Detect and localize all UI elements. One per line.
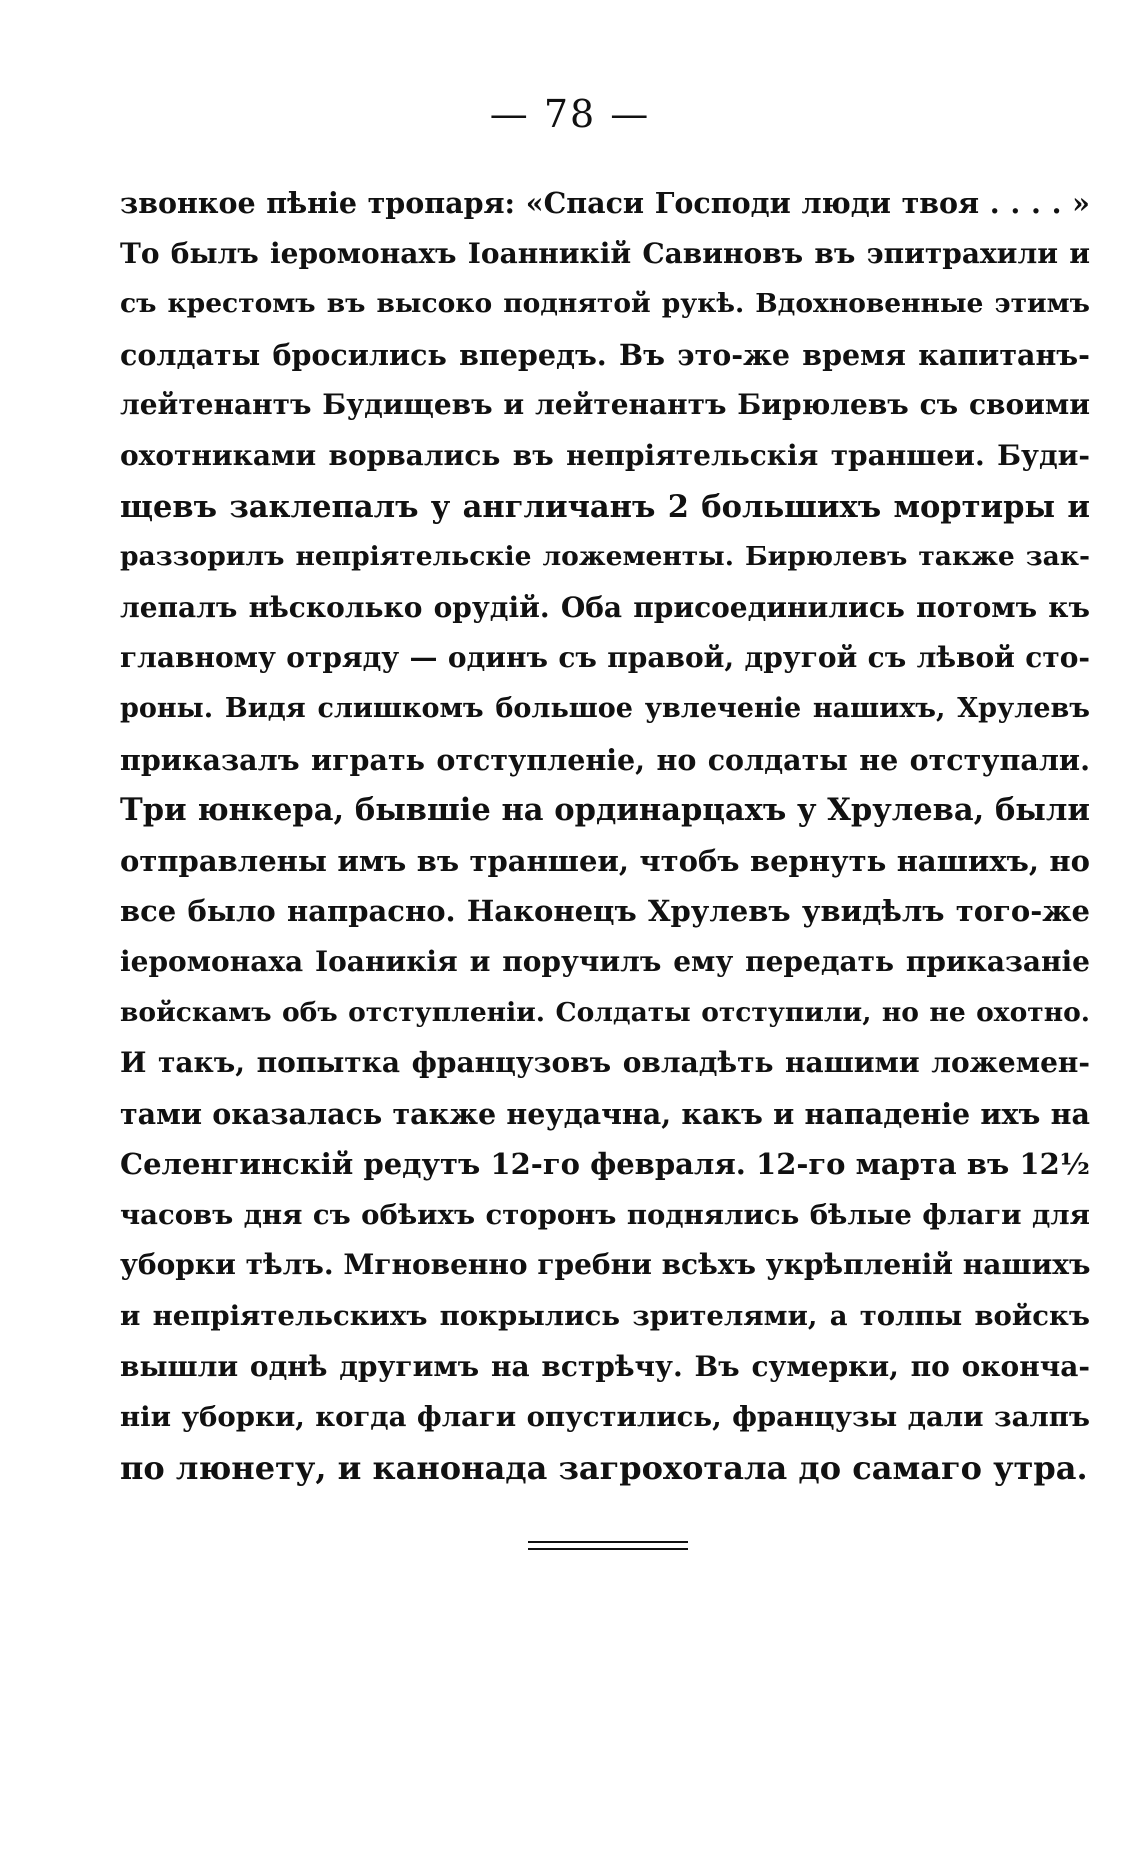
text-line: роны. Видя слишкомъ большое увлеченіе нашихъ, Хрулевъ — [120, 692, 1090, 724]
text-line: Селенгинскій редутъ 12-го февраля. 12-го марта въ 12½ — [120, 1147, 1090, 1182]
text-line: съ крестомъ въ высоко поднятой рукѣ. Вдохновенные этимъ — [120, 288, 1090, 320]
text-line: тами оказалась также неудачна, какъ и нападеніе ихъ на — [120, 1096, 1090, 1131]
text-line: охотниками ворвались въ непріятельскія траншеи. Буди- — [120, 438, 1090, 472]
text-line: щевъ заклепалъ у англичанъ 2 большихъ мортиры и — [120, 488, 1090, 525]
text-line: уборки тѣлъ. Мгновенно гребни всѣхъ укрѣпленій нашихъ — [120, 1248, 1090, 1282]
text-line: отправлены имъ въ траншеи, чтобъ вернуть нашихъ, но — [120, 843, 1090, 878]
text-line: лейтенантъ Будищевъ и лейтенантъ Бирюлевъ съ своими — [120, 388, 1090, 422]
text-line: войскамъ объ отступленіи. Солдаты отступили, но не охотно. — [120, 996, 1090, 1028]
text-line: часовъ дня съ обѣихъ сторонъ поднялись бѣлые флаги для — [120, 1198, 1090, 1231]
text-line: лепалъ нѣсколько орудій. Оба присоединились потомъ къ — [120, 590, 1090, 624]
page-number: — 78 — — [489, 92, 651, 136]
text-line: Три юнкера, бывшіе на ординарцахъ у Хрулева, были — [120, 792, 1090, 829]
text-line: іеромонаха Іоаникія и поручилъ ему передать приказаніе — [120, 944, 1090, 978]
body-text — [120, 178, 1090, 1493]
text-line: и непріятельскихъ покрылись зрителями, а толпы войскъ — [120, 1300, 1090, 1333]
text-line: раззорилъ непріятельскіе ложементы. Бирюлевъ также зак- — [120, 541, 1090, 573]
ornament-rule-bottom — [528, 1548, 688, 1550]
text-line: звонкое пѣніе тропаря: «Спаси Господи люди твоя . . . . » — [120, 186, 1090, 220]
text-line: по люнету, и канонада загрохотала до самаго утра. — [120, 1448, 1088, 1487]
text-line: главному отряду — одинъ съ правой, другой съ лѣвой сто- — [120, 641, 1090, 675]
ornament-rule-top — [528, 1541, 688, 1543]
text-line: То былъ іеромонахъ Іоанникій Савиновъ въ эпитрахили и — [120, 236, 1090, 270]
text-line: И такъ, попытка французовъ овладѣть нашими ложемен- — [120, 1046, 1090, 1080]
text-line: солдаты бросились впередъ. Въ это-же время капитанъ- — [120, 337, 1090, 372]
end-rule-ornament — [528, 1541, 688, 1551]
text-line: все было напрасно. Наконецъ Хрулевъ увидѣлъ того-же — [120, 894, 1090, 929]
text-line: приказалъ играть отступленіе, но солдаты не отступали. — [120, 742, 1090, 777]
text-line: вышли однѣ другимъ на встрѣчу. Въ сумерки, по оконча- — [120, 1349, 1090, 1383]
text-line: ніи уборки, когда флаги опустились, французы дали залпъ — [120, 1401, 1090, 1434]
